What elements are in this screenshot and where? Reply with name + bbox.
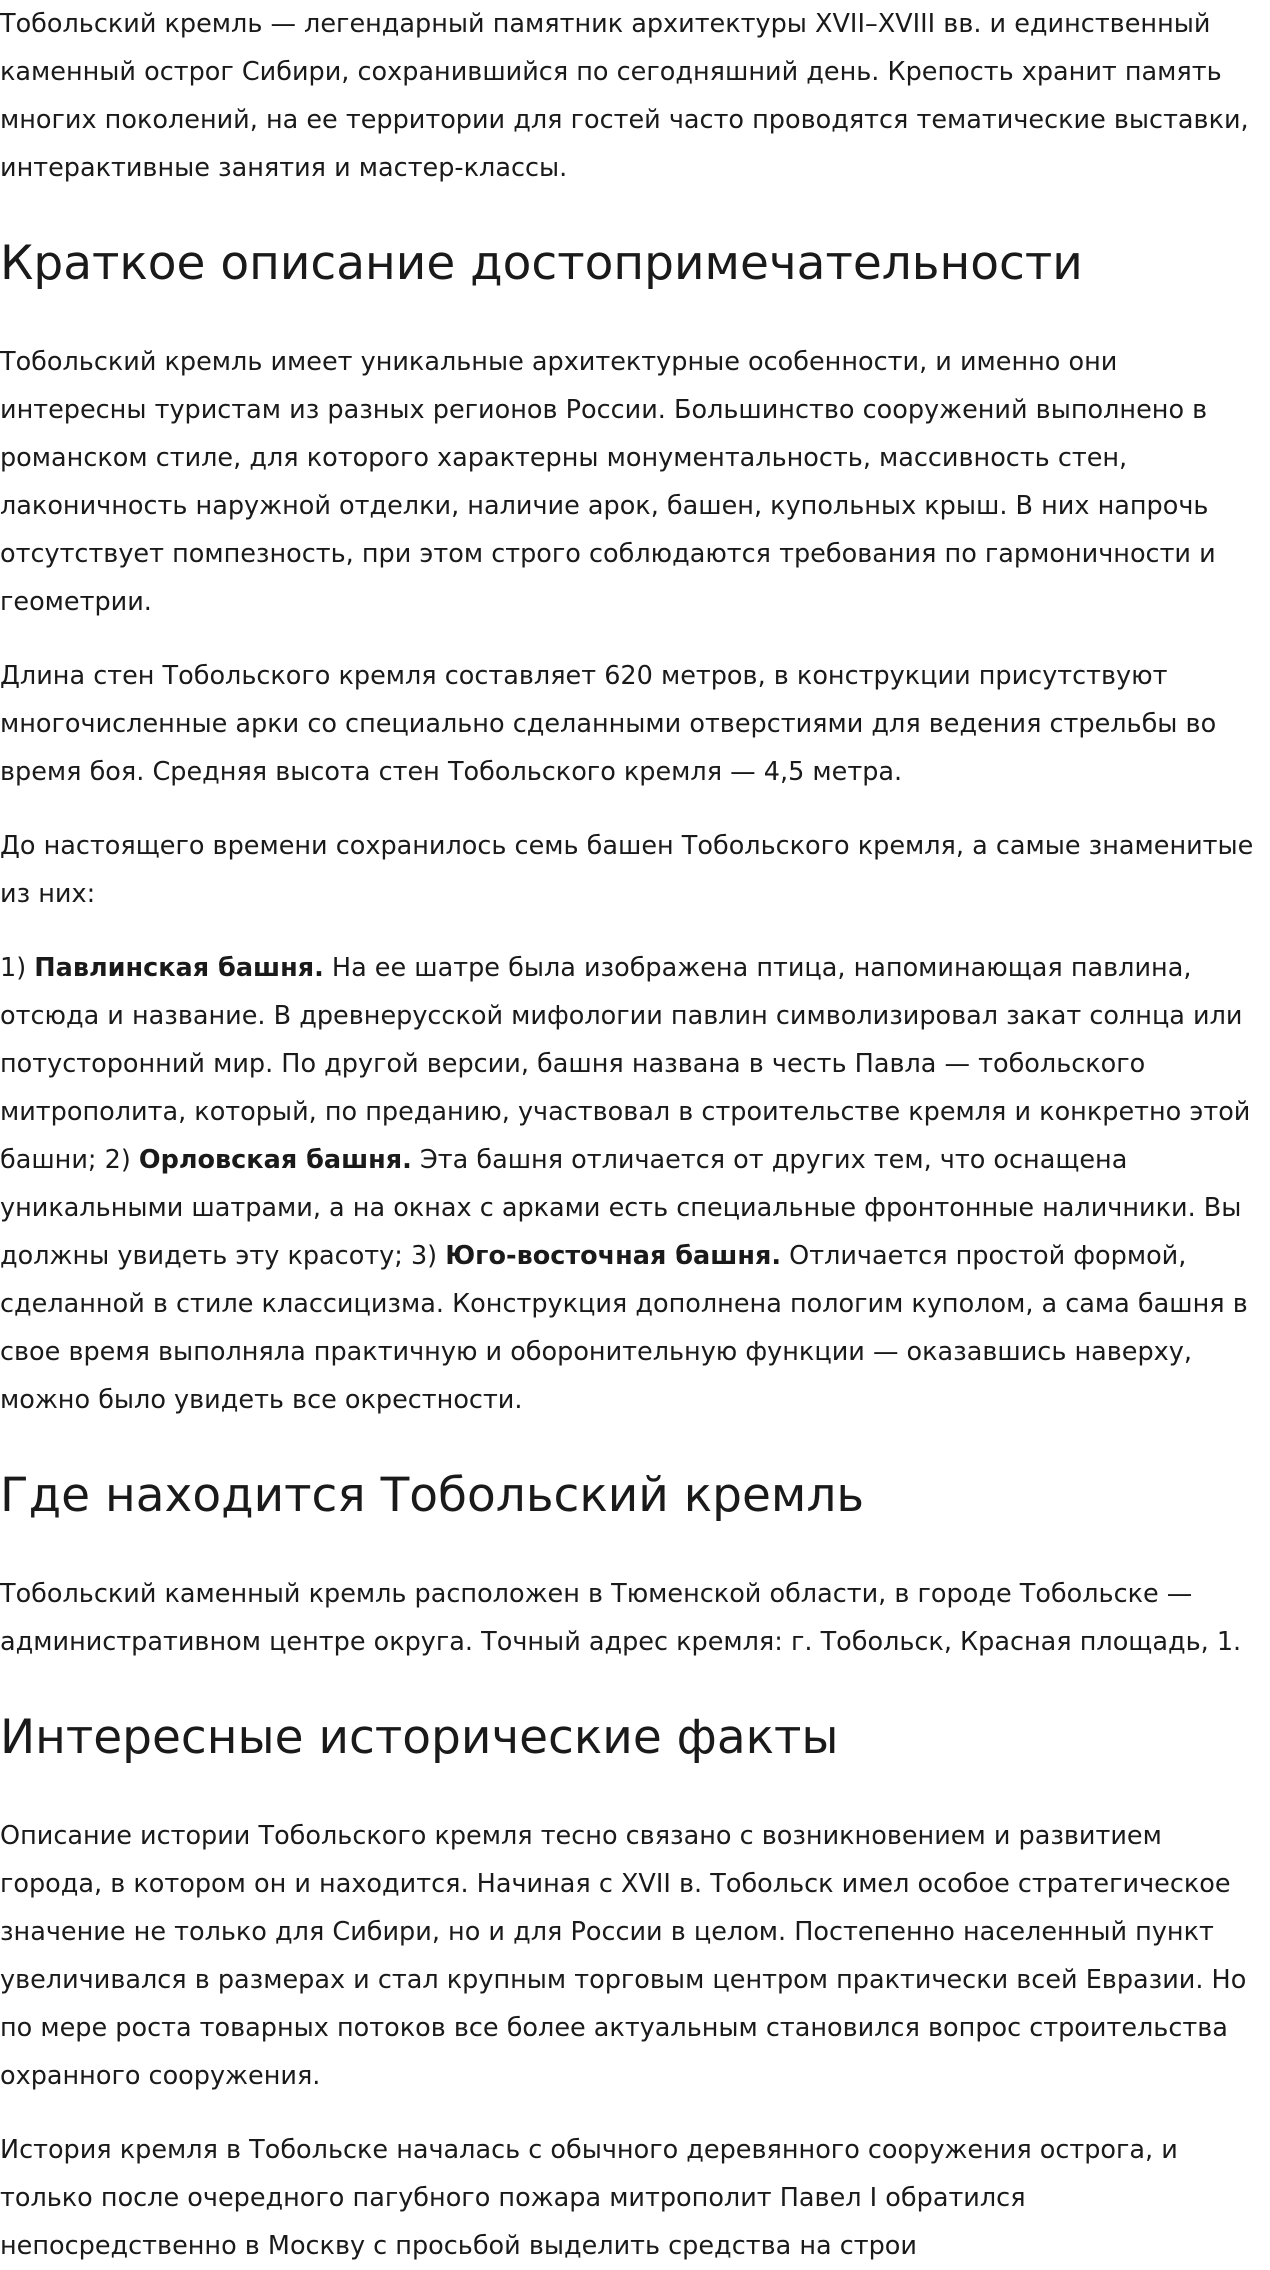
tower-3-number: 3) (410, 1241, 446, 1271)
intro-paragraph: Тобольский кремль — легендарный памятник архитектуры XVII–XVIII вв. и единственный каменный острог Сибири, сохранившийся по сегодняшний день. Крепость хранит память многих поколений, на ее территории для гостей часто проводятся тематические выставки, интерактивные занятия и мастер-классы. (0, 9, 1249, 183)
tower-2-number: 2) (104, 1145, 139, 1175)
tower-2-name: Орловская башня. (138, 1145, 412, 1175)
heading-description: Краткое описание достопримечательности (0, 236, 1083, 291)
tower-1-name: Павлинская башня. (34, 953, 324, 983)
tower-1-number: 1) (0, 953, 35, 983)
history-paragraph-2: История кремля в Тобольске началась с обычного деревянного сооружения острога, и только после очередного пагубного пожара митрополит Павел I обратился непосредственно в Москву с просьбой выделить средства на строи (0, 2135, 1178, 2261)
tower-3-name: Юго-восточная башня. (445, 1241, 782, 1271)
tower-2-text: Эта башня отличается от других тем, что оснащена уникальными шатрами, а на окнах с арками есть специальные фронтонные наличники. Вы должны увидеть эту красоту; (0, 1145, 1242, 1271)
towers-paragraph (0, 944, 1270, 1424)
history-paragraph-1: Описание истории Тобольского кремля тесно связано с возникновением и развитием города, в котором он и находится. Начиная с XVII в. Тобольск имел особое стратегическое значение не только для Сибири, но и для России в целом. Постепенно населенный пункт увеличивался в размерах и стал крупным торговым центром практически всей Евразии. Но по мере роста товарных потоков все более актуальным становился вопрос строительства охранного сооружения. (0, 1821, 1247, 2091)
description-paragraph-1: Тобольский кремль имеет уникальные архитектурные особенности, и именно они интересны туристам из разных регионов России. Большинство сооружений выполнено в романском стиле, для которого характерны монументальность, массивность стен, лаконичность наружной отделки, наличие арок, башен, купольных крыш. В них напрочь отсутствует помпезность, при этом строго соблюдаются требования по гармоничности и геометрии. (0, 347, 1216, 617)
tower-3-text: Отличается простой формой, сделанной в стиле классицизма. Конструкция дополнена пологим куполом, а сама башня в свое время выполняла практичную и оборонительную функции — оказавшись наверху, можно было увидеть все окрестности. (0, 1241, 1248, 1415)
tower-1-text: На ее шатре была изображена птица, напоминающая павлина, отсюда и название. В древнерусской мифологии павлин символизировал закат солнца или потусторонний мир. По другой версии, башня названа в честь Павла — тобольского митрополита, который, по преданию, участвовал в строительстве кремля и конкретно этой башни; (0, 953, 1251, 1175)
heading-location: Где находится Тобольский кремль (0, 1468, 865, 1523)
description-paragraph-3: До настоящего времени сохранилось семь башен Тобольского кремля, а самые знаменитые из них: (0, 831, 1254, 909)
location-paragraph: Тобольский каменный кремль расположен в Тюменской области, в городе Тобольске — административном центре округа. Точный адрес кремля: г. Тобольск, Красная площадь, 1. (0, 1579, 1242, 1657)
heading-history: Интересные исторические факты (0, 1710, 839, 1765)
description-paragraph-2: Длина стен Тобольского кремля составляет 620 метров, в конструкции присутствуют многочисленные арки со специально сделанными отверстиями для ведения стрельбы во время боя. Средняя высота стен Тобольского кремля — 4,5 метра. (0, 661, 1217, 787)
